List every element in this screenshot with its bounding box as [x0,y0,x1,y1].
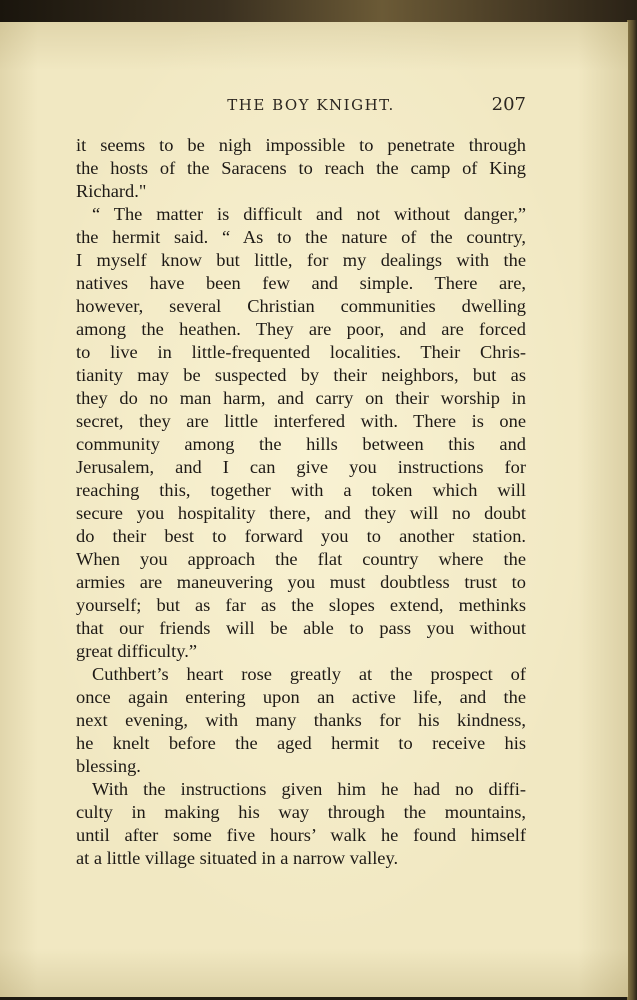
text-line: the hosts of the Saracens to reach the camp of King [76,158,526,178]
text-line: Richard." [76,181,147,201]
text-line: armies are maneuvering you must doubtless trust to [76,572,526,592]
text-line: next evening, with many thanks for his kindness, [76,710,526,730]
text-line: it seems to be nigh impossible to penetrate through [76,135,526,155]
text-line: secret, they are little interfered with. There is one [76,411,526,431]
text-line: I myself know but little, for my dealings with the [76,250,526,270]
page-number: 207 [491,94,526,115]
text-line: community among the hills between this and [76,434,526,454]
text-line: at a little village situated in a narrow valley. [76,848,399,868]
body-text [76,134,526,870]
text-line: until after some five hours’ walk he found himself [76,825,526,845]
text-line: great difficulty.” [76,641,198,661]
text-line: to live in little-frequented localities. Their Chris- [76,342,526,362]
text-line: blessing. [76,756,141,776]
running-head-title: THE BOY KNIGHT. [227,96,395,114]
text-line: that our friends will be able to pass you without [76,618,526,638]
text-line: Cuthbert’s heart rose greatly at the prospect of [92,664,526,684]
text-line: however, several Christian communities dwelling [76,296,526,316]
text-line: Jerusalem, and I can give you instructions for [76,457,526,477]
text-line: culty in making his way through the mountains, [76,802,526,822]
text-line: do their best to forward you to another station. [76,526,526,546]
text-line: tianity may be suspected by their neighbors, but as [76,365,526,385]
text-line: the hermit said. “ As to the nature of the country, [76,227,526,247]
book-right-edge [627,20,637,1000]
text-line: With the instructions given him he had no diffi- [92,779,526,799]
text-line: reaching this, together with a token which will [76,480,526,500]
text-line: secure you hospitality there, and they will no doubt [76,503,526,523]
text-line: natives have been few and simple. There are, [76,273,526,293]
running-header [76,96,526,118]
text-line: When you approach the flat country where the [76,549,526,569]
text-line: they do no man harm, and carry on their worship in [76,388,526,408]
text-line: he knelt before the aged hermit to receive his [76,733,526,753]
text-line: “ The matter is difficult and not without danger,” [92,204,526,224]
text-line: among the heathen. They are poor, and are forced [76,319,526,339]
text-line: yourself; but as far as the slopes extend, methinks [76,595,526,615]
text-line: once again entering upon an active life, and the [76,687,526,707]
